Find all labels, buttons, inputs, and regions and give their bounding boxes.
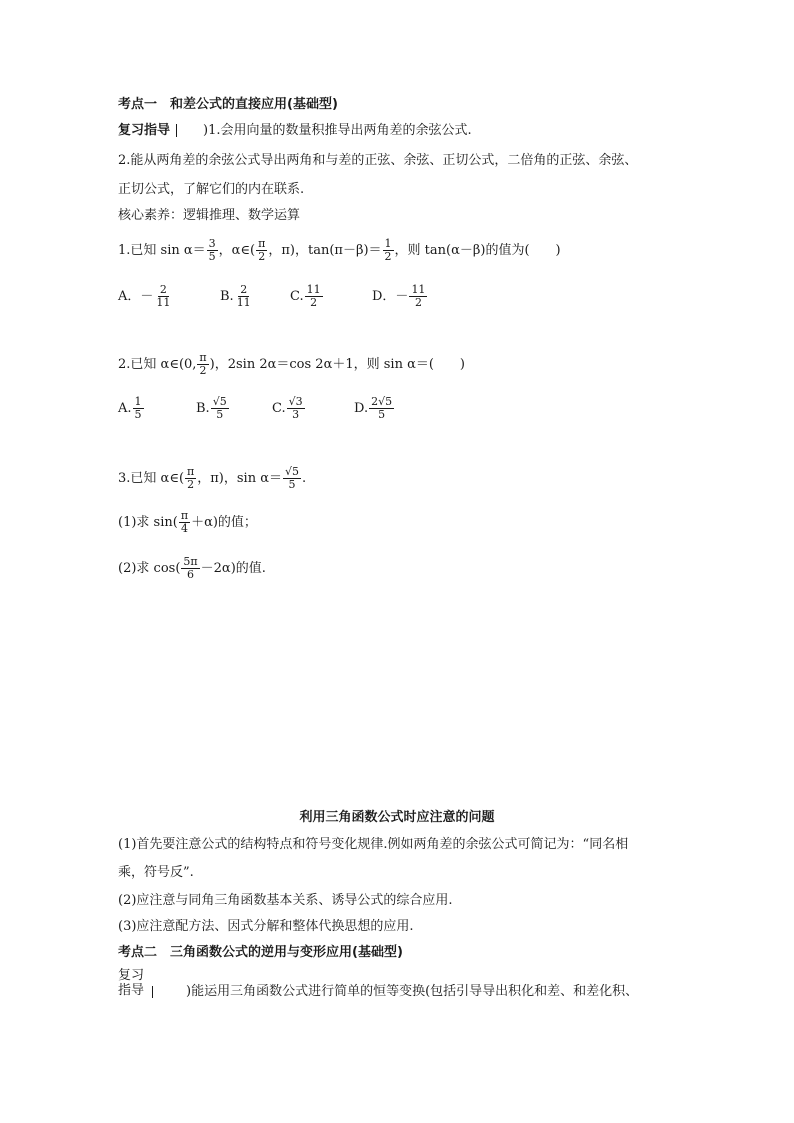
q1-stem xyxy=(118,238,561,263)
q1-option-c[interactable]: C. $\frac{11}{2}$ xyxy=(290,283,321,309)
notes-title: 利用三角函数公式时应注意的问题 xyxy=(299,810,495,825)
q3-part-2: (2)求 cos( $\frac{5\pi}{6}$ －2α)的值. xyxy=(118,555,266,581)
section2-review-label: 复习 指导 xyxy=(118,968,145,998)
q1-frac-3: $\frac{1}{2}$ xyxy=(384,237,392,263)
q1-stem-d: ，则 tan(α－β)的值为( ) xyxy=(394,243,561,258)
section2-cursor-bar xyxy=(152,986,153,998)
q3-stem-b: ，π)，sin α＝ xyxy=(197,471,282,486)
q3-part-1: (1)求 sin( $\frac{\pi}{4}$ ＋α)的值； xyxy=(118,509,257,535)
q1-option-b[interactable]: B. $\frac{2}{11}$ xyxy=(220,283,251,309)
section1-review xyxy=(118,122,472,140)
q2-frac-1: $\frac{\pi}{2}$ xyxy=(199,351,207,377)
review-label: 复习指导 xyxy=(118,123,171,138)
q1-option-d[interactable]: D．－ $\frac{11}{2}$ xyxy=(372,283,426,309)
notes-line-1: (1)首先要注意公式的结构特点和符号变化规律.例如两角差的余弦公式可简记为：“同名相 xyxy=(118,837,629,852)
core-literacy: 核心素养：逻辑推理、数学运算 xyxy=(118,208,301,223)
q2-stem-b: )，2sin 2α＝cos 2α＋1，则 sin α＝( ) xyxy=(209,357,466,372)
q1-stem-b: ，α∈( xyxy=(218,243,256,258)
cursor-bar xyxy=(176,124,177,137)
q3-stem-a: 3.已知 α∈( xyxy=(118,471,185,486)
q2-option-d[interactable]: D. $\frac{2√5}{5}$ xyxy=(354,395,393,421)
q1-stem-a: 1.已知 sin α＝ xyxy=(118,243,206,258)
q2-stem-a: 2.已知 α∈(0, xyxy=(118,357,197,372)
notes-line-3: (2)应注意与同角三角函数基本关系、诱导公式的综合应用. xyxy=(118,893,453,908)
review-text-2: 2.能从两角差的余弦公式导出两角和与差的正弦、余弦、正切公式，二倍角的正弦、余弦、 xyxy=(118,153,638,168)
section1-title: 考点一 和差公式的直接应用(基础型) xyxy=(118,97,338,112)
q1-frac-1: $\frac{3}{5}$ xyxy=(208,237,216,263)
section2-review-text: )能运用三角函数公式进行简单的恒等变换(包括引导导出积化和差、和差化积、 xyxy=(186,984,639,999)
q1-stem-c: ，π)，tan(π－β)＝ xyxy=(268,243,382,258)
q2-option-a[interactable]: A. $\frac{1}{5}$ xyxy=(118,395,142,421)
q3-stem xyxy=(118,466,306,491)
q3-frac-2: $\frac{√5}{5}$ xyxy=(284,465,299,491)
q2-option-c[interactable]: C. $\frac{√3}{3}$ xyxy=(272,395,303,421)
notes-line-4: (3)应注意配方法、因式分解和整体代换思想的应用. xyxy=(118,919,414,934)
notes-line-2: 乘，符号反”. xyxy=(118,865,194,880)
q1-frac-2: $\frac{\pi}{2}$ xyxy=(258,237,266,263)
q3-stem-c: . xyxy=(302,471,307,486)
section2-title: 考点二 三角函数公式的逆用与变形应用(基础型) xyxy=(118,945,403,960)
review-text-3: 正切公式，了解它们的内在联系. xyxy=(118,182,305,197)
review-text-1: )1.会用向量的数量积推导出两角差的余弦公式. xyxy=(203,123,472,138)
q2-stem xyxy=(118,352,465,377)
q3-frac-1: $\frac{\pi}{2}$ xyxy=(187,465,195,491)
q1-option-a[interactable]: A．－ $\frac{2}{11}$ xyxy=(118,283,171,309)
q2-option-b[interactable]: B. $\frac{√5}{5}$ xyxy=(196,395,227,421)
